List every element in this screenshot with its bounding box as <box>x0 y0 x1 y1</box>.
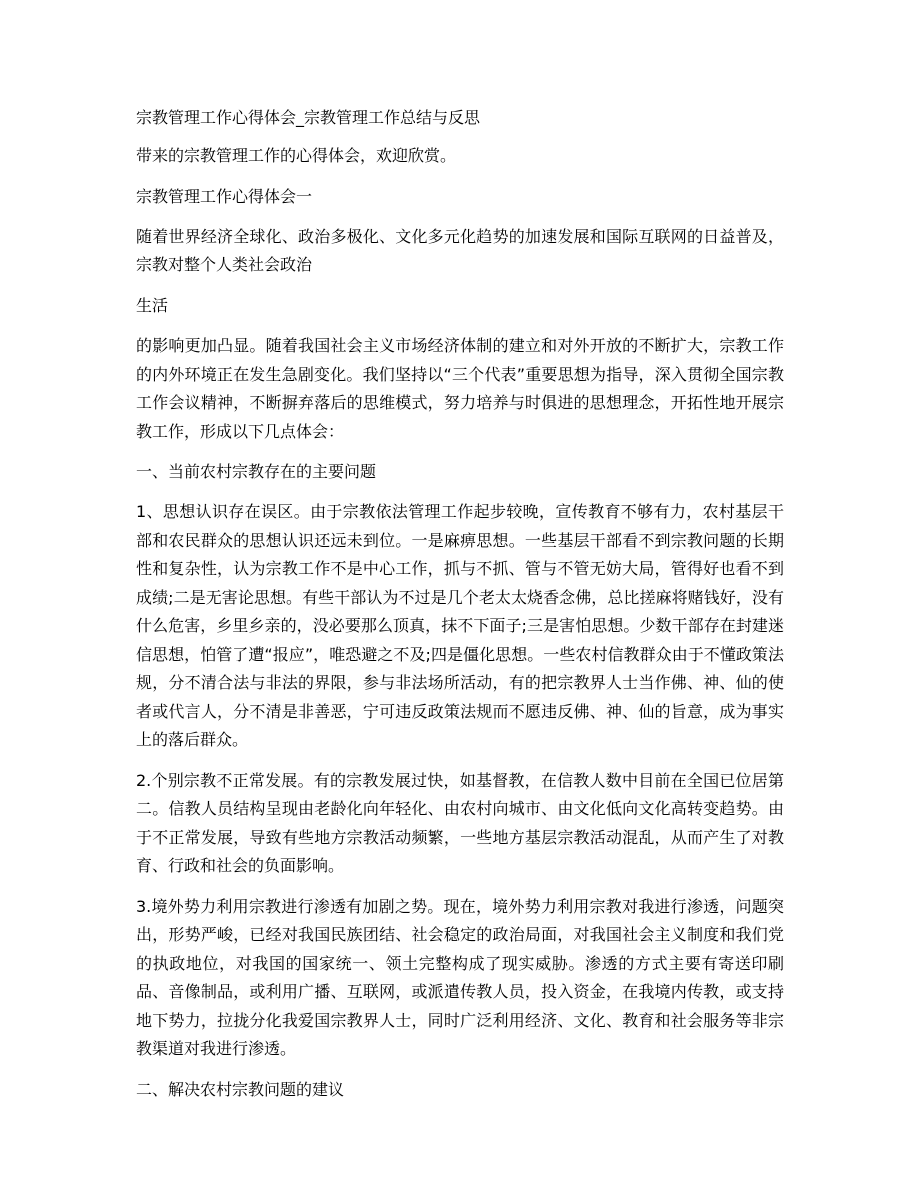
paragraph-5: 2.个别宗教不正常发展。有的宗教发展过快，如基督教，在信教人数中目前在全国已位居第二。信教人员结构呈现由老龄化向年轻化、由农村向城市、由文化低向文化高转变趋势。由于不正常发展，导致有些地方宗教活动频繁，一些地方基层宗教活动混乱，从而产生了对教育、行政和社会的负面影响。 <box>136 770 784 875</box>
paragraph-6: 3.境外势力利用宗教进行渗透有加剧之势。现在，境外势力利用宗教对我进行渗透，问题突出，形势严峻，已经对我国民族团结、社会稳定的政治局面，对我国社会主义制度和我们党的执政地位，对我国的国家统一、领土完整构成了现实威胁。渗透的方式主要有寄送印刷品、音像制品，或利用广播、互联网，或派遣传教人员，投入资金，在我境内传教，或支持地下势力，拉拢分化我爱国宗教界人士，同时广泛利用经济、文化、教育和社会服务等非宗教渠道对我进行渗透。 <box>136 896 784 1058</box>
paragraph-1: 随着世界经济全球化、政治多极化、文化多元化趋势的加速发展和国际互联网的日益普及，宗教对整个人类社会政治 <box>136 226 784 274</box>
paragraph-4: 1、思想认识存在误区。由于宗教依法管理工作起步较晚，宣传教育不够有力，农村基层干部和农民群众的思想认识还远未到位。一是麻痹思想。一些基层干部看不到宗教问题的长期性和复杂性，认为宗教工作不是中心工作，抓与不抓、管与不管无妨大局，管得好也看不到成绩;二是无害论思想。有些干部认为不过是几个老太太烧香念佛，总比搓麻将赌钱好，没有什么危害，乡里乡亲的，没必要那么顶真，抹不下面子;三是害怕思想。少数干部存在封建迷信思想，怕管了遭“报应”，唯恐避之不及;四是僵化思想。一些农村信教群众由于不懂政策法规，分不清合法与非法的界限，参与非法场所活动，有的把宗教界人士当作佛、神、仙的使者或代言人，分不清是非善恶，宁可违反政策法规而不愿违反佛、神、仙的旨意，成为事实上的落后群众。 <box>136 502 784 749</box>
intro-paragraph: 带来的宗教管理工作的心得体会，欢迎欣赏。 <box>136 146 457 165</box>
paragraph-3: 的影响更加凸显。随着我国社会主义市场经济体制的建立和对外开放的不断扩大，宗教工作的内外环境正在发生急剧变化。我们坚持以“三个代表”重要思想为指导，深入贯彻全国宗教工作会议精神，不断摒弃落后的思维模式，努力培养与时俱进的思想理念，开拓性地开展宗教工作，形成以下几点体会： <box>136 336 784 441</box>
paragraph-2: 生活 <box>136 295 169 315</box>
document-body <box>136 104 784 1116</box>
section-heading-2: 二、解决农村宗教问题的建议 <box>136 1079 345 1099</box>
document-title: 宗教管理工作心得体会_宗教管理工作总结与反思 <box>136 108 481 127</box>
section-heading-1: 一、当前农村宗教存在的主要问题 <box>136 462 377 481</box>
subtitle-heading: 宗教管理工作心得体会一 <box>136 186 313 206</box>
